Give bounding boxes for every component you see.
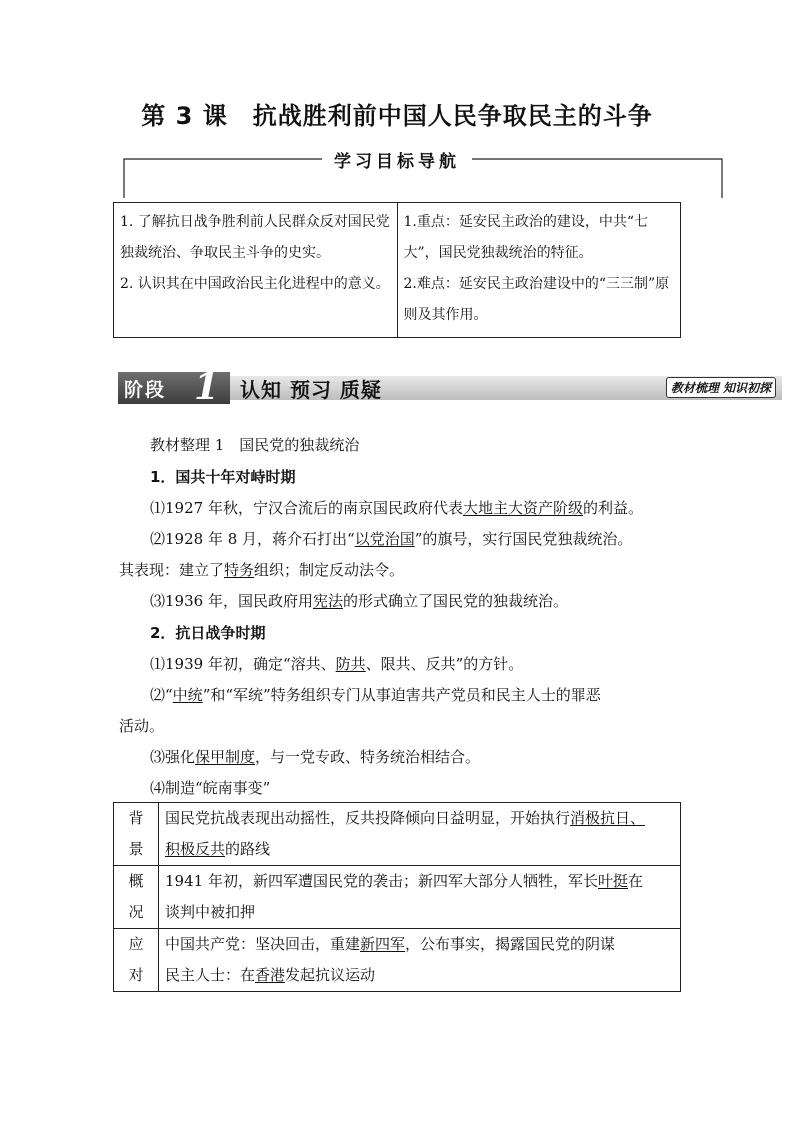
goal-item: 2.难点：延安民主政治建设中的“三三制”原则及其作用。	[403, 276, 670, 323]
subheading: 1．国共十年对峙时期	[150, 468, 296, 486]
row-head-char: 概	[128, 872, 144, 890]
text-run: ，与一党专政、特务统治相结合。	[255, 748, 481, 766]
paragraph	[150, 528, 632, 549]
row-content	[159, 866, 681, 929]
paragraph	[150, 497, 643, 518]
row-head	[114, 866, 159, 929]
row-head-char: 应	[128, 935, 144, 953]
key-term: 积极反共	[165, 840, 226, 858]
paragraph	[150, 684, 601, 705]
row-content	[159, 929, 681, 992]
row-head-char: 况	[128, 903, 144, 921]
row-head	[114, 929, 159, 992]
paragraph	[150, 653, 523, 674]
text-run: 民主人士：在	[165, 966, 256, 984]
text-run: ⑴1939 年初，确定“溶共、	[150, 655, 336, 673]
goal-item: 2. 认识其在中国政治民主化进程中的意义。	[120, 276, 390, 292]
text-run: ”和“军统”特务组织专门从事迫害共产党员和民主人士的罪恶	[202, 686, 601, 704]
row-head-char: 对	[128, 966, 144, 984]
text-run: 的利益。	[582, 499, 643, 517]
text-run: ⑵1928 年 8 月，蒋介石打出“	[150, 530, 355, 548]
text-run: 在	[627, 872, 643, 890]
text-run: 谈判中被扣押	[165, 903, 256, 921]
table-row	[114, 929, 681, 992]
key-term: 中统	[172, 686, 203, 704]
text-run: 组织；制定反动法令。	[254, 561, 405, 579]
text-run: ，公布事实，揭露国民党的阴谋	[405, 935, 616, 953]
text-run: ⑴1927 年秋，宁汉合流后的南京国民政府代表	[150, 499, 463, 517]
text-run: 中国共产党：坚决回击，重建	[165, 935, 361, 953]
goal-item: 1.重点：延安民主政治的建设，中共“七大”，国民党独裁统治的特征。	[403, 214, 649, 261]
paragraph	[119, 559, 404, 580]
text-run: ⑵“	[150, 686, 173, 704]
key-term: 防共	[335, 655, 366, 673]
table-row	[114, 803, 681, 866]
row-head	[114, 803, 159, 866]
text-run: ⑶强化	[150, 748, 196, 766]
key-term: 保甲制度	[195, 748, 256, 766]
paragraph: 活动。	[119, 717, 165, 735]
key-term: 叶挺	[597, 872, 628, 890]
stage-number: 1	[194, 366, 220, 408]
text-run: 的形式确立了国民党的独裁统治。	[342, 592, 568, 610]
text-run: 发起抗议运动	[285, 966, 376, 984]
text-run: 其表现：建立了	[119, 561, 225, 579]
nav-label-text: 学习目标导航	[322, 152, 472, 172]
page-title: 第 3 课 抗战胜利前中国人民争取民主的斗争	[141, 102, 653, 130]
text-run: ”的旗号，实行国民党独裁统治。	[414, 530, 633, 548]
key-term: 以党治国	[354, 530, 415, 548]
row-head-char: 景	[128, 840, 144, 858]
event-table	[113, 802, 681, 992]
text-run: ⑶1936 年，国民政府用	[150, 592, 313, 610]
text-run: 、限共、反共”的方针。	[365, 655, 524, 673]
paragraph: ⑷制造“皖南事变”	[150, 779, 271, 797]
stage-tag: 教材梳理 知识初探	[666, 377, 776, 398]
goal-item: 1. 了解抗日战争胜利前人民群众反对国民党独裁统治、争取民主斗争的史实。	[120, 214, 390, 261]
table-row	[114, 866, 681, 929]
stage-word: 阶段	[124, 379, 167, 401]
key-term: 新四军	[360, 935, 406, 953]
subheading: 2．抗日战争时期	[150, 624, 266, 642]
text-run: 国民党抗战表现出动摇性，反共投降倾向日益明显，开始执行	[165, 809, 571, 827]
text-run: 1941 年初，新四军遭国民党的袭击；新四军大部分人牺牲，军长	[165, 872, 598, 890]
paragraph	[150, 746, 480, 767]
text-run: 的路线	[225, 840, 271, 858]
paragraph	[150, 590, 568, 611]
key-term: 大地主大资产阶级	[462, 499, 583, 517]
key-term: 宪法	[312, 592, 343, 610]
row-content	[159, 803, 681, 866]
key-term: 香港	[255, 966, 286, 984]
key-term: 消极抗日、	[570, 809, 646, 827]
section-heading: 教材整理 1 国民党的独裁统治	[150, 436, 360, 454]
stage-title: 认知 预习 质疑	[240, 378, 382, 402]
key-term: 特务	[224, 561, 255, 579]
row-head-char: 背	[128, 809, 144, 827]
